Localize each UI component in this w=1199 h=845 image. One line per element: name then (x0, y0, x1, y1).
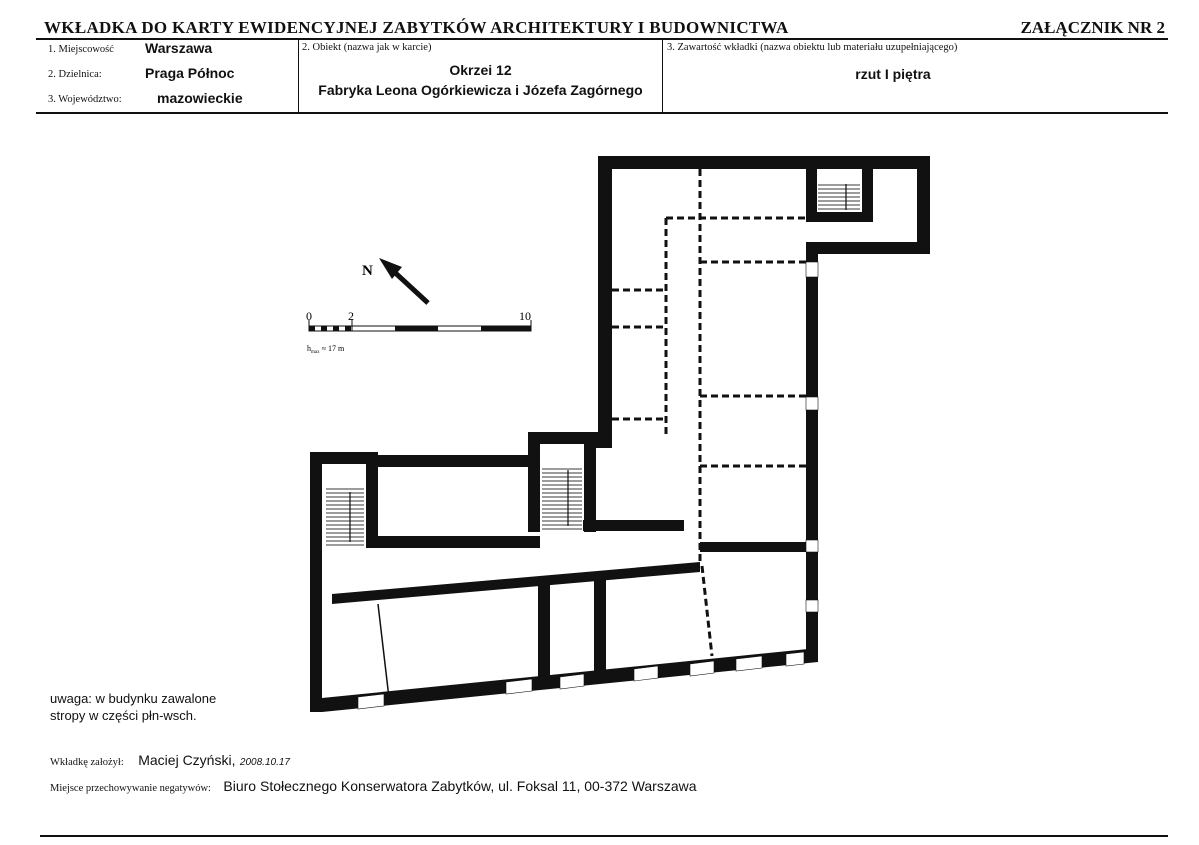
founder-row (50, 752, 290, 770)
note (50, 690, 280, 724)
district-label: 2. Dzielnica: (48, 69, 102, 80)
founder-label: Wkładkę założył: (50, 757, 124, 768)
storage-label: Miejsce przechowywanie negatywów: (50, 783, 211, 794)
object-name: Fabryka Leona Ogórkiewicza i Józefa Zagórnego (318, 82, 643, 98)
footer-rule (40, 835, 1168, 837)
scale-bar (309, 320, 531, 331)
annex-label: ZAŁĄCZNIK NR 2 (1020, 18, 1165, 37)
scale-label-10: 10 (519, 309, 531, 323)
district-value: Praga Północ (145, 65, 235, 81)
content-label: 3. Zawartość wkładki (nazwa obiektu lub materiału uzupełniającego) (667, 42, 958, 53)
note-line-2: stropy w części płn-wsch. (50, 708, 197, 723)
voivodeship-label: 3. Województwo: (48, 94, 122, 105)
staircase-west-icon (326, 488, 364, 546)
north-label: N (362, 263, 373, 279)
object-label: 2. Obiekt (nazwa jak w karcie) (302, 42, 432, 53)
object-address: Okrzei 12 (449, 62, 512, 78)
interior-line (378, 604, 389, 698)
scale-label-0: 0 (306, 309, 312, 323)
locality-label: 1. Miejscowość (48, 44, 114, 55)
storage-row (50, 778, 697, 796)
document-title: WKŁADKA DO KARTY EWIDENCYJNEJ ZABYTKÓW ARCHITEKTURY I BUDOWNICTWA (44, 18, 789, 37)
height-note: $h_{max} \approx 17$ m (307, 344, 345, 355)
scale-label-2: 2 (348, 309, 354, 323)
content-value: rzut I piętra (855, 66, 931, 82)
collapsed-partitions (612, 169, 806, 656)
note-line-1: uwaga: w budynku zawalone (50, 691, 217, 706)
north-arrow-icon (379, 258, 428, 303)
staircase-north-icon (818, 182, 860, 212)
locality-value: Warszawa (145, 40, 213, 56)
storage-value: Biuro Stołecznego Konserwatora Zabytków, ul. Foksal 11, 00-372 Warszawa (223, 778, 697, 794)
staircase-central-icon (542, 468, 582, 530)
founder-name: Maciej Czyński, (138, 752, 236, 768)
building-walls (310, 156, 930, 712)
voivodeship-value: mazowieckie (157, 90, 243, 106)
founder-date: 2008.10.17 (239, 757, 290, 768)
